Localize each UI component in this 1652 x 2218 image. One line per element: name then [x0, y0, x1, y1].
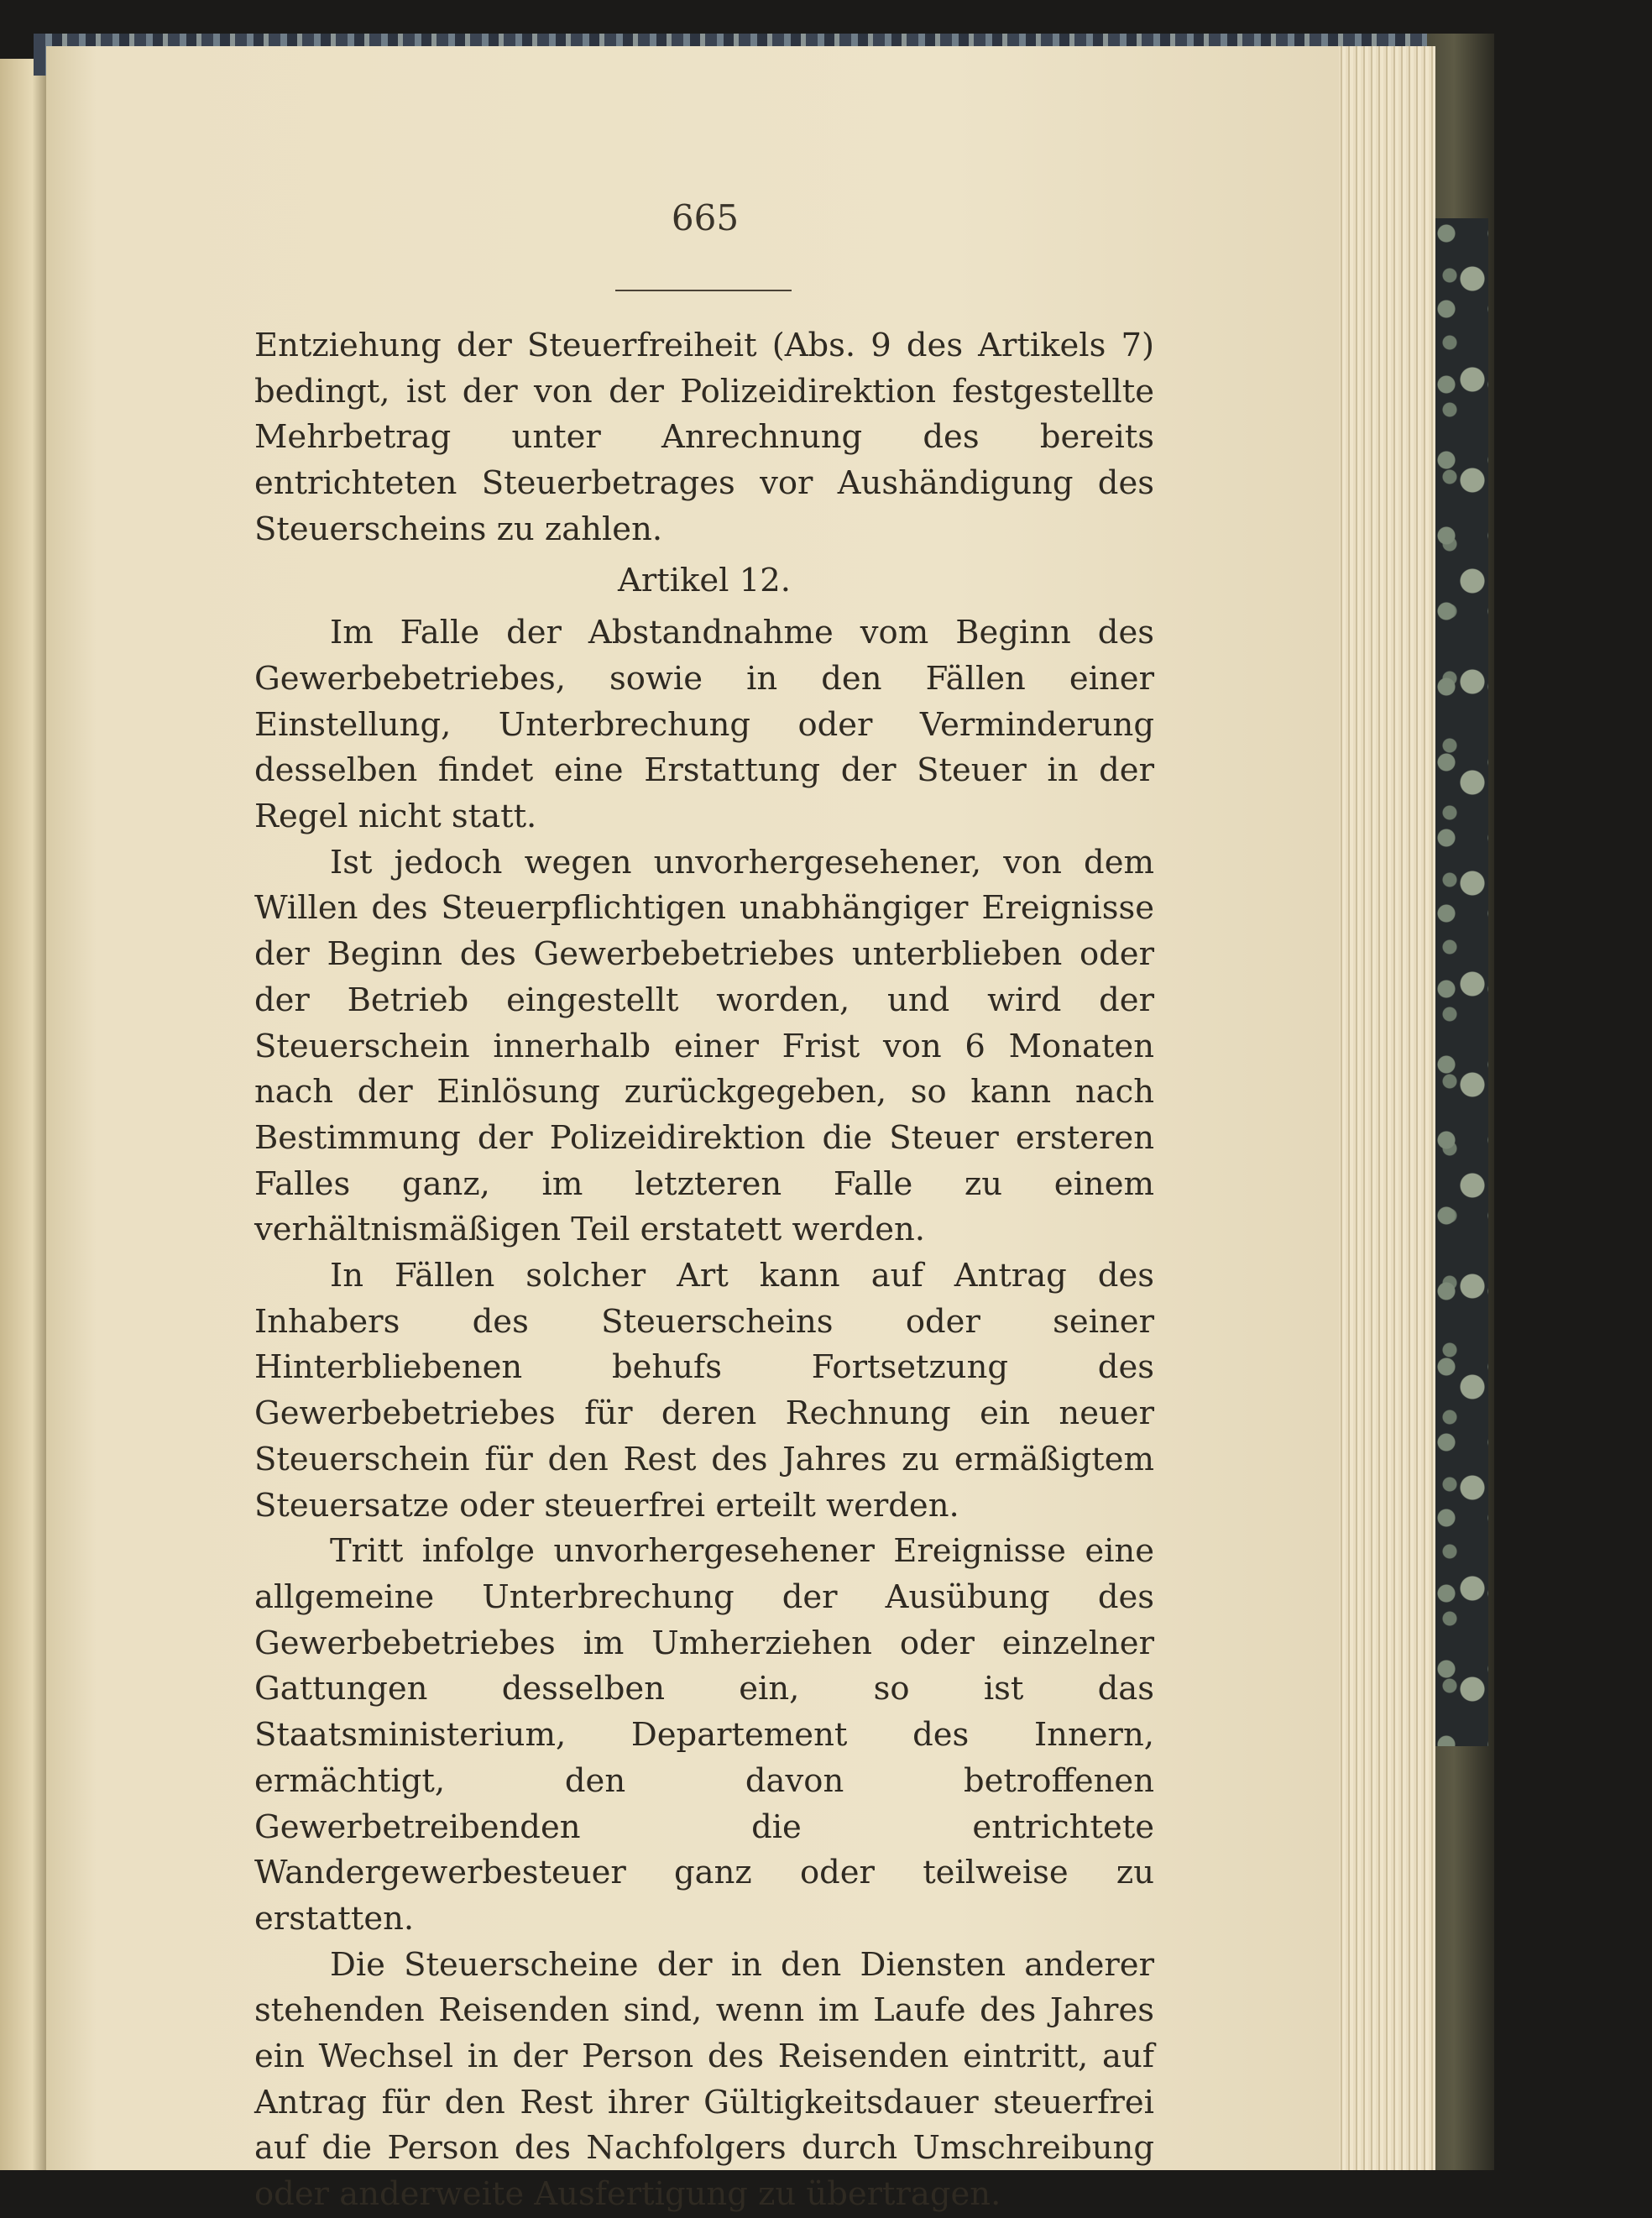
previous-page-edge: [0, 59, 46, 2170]
paragraph: In Fällen solcher Art kann auf Antrag des Inhabers des Steuerscheins oder seiner Hinterbliebenen behufs Fortsetzung des Gewerbebetriebes für deren Rechnung ein neuer Steuerschein für den Rest des Jahres zu ermäßigtem Steuersatze oder steuerfrei erteilt werden.: [254, 1257, 1154, 1525]
paragraph: Ist jedoch wegen unvorhergesehener, von dem Willen des Steuerpflichtigen unabhängiger Ereignisse der Beginn des Gewerbebetriebes unterblieben oder der Betrieb eingestellt worden, und wird der Steuerschein innerhalb einer Frist von 6 Monaten nach der Einlösung zurückgegeben, so kann nach Bestimmung der Polizeidirektion die Steuer ersteren Falles ganz, im letzteren Falle zu einem verhältnismäßigen Teil erstatett werden.: [254, 843, 1154, 1249]
paragraph: Tritt infolge unvorhergesehener Ereignisse eine allgemeine Unterbrechung der Ausübung des Gewerbebetriebes im Umherziehen oder einzelner Gattungen desselben ein, so ist das Staatsministerium, Departement des Innern, ermächtigt, den davon betroffenen Gewerbetreibenden die entrichtete Wandergewerbesteuer ganz oder teilweise zu erstatten.: [254, 1532, 1154, 1938]
page-body: [254, 323, 1154, 2218]
paragraph-continued: Entziehung der Steuerfreiheit (Abs. 9 des Artikels 7) bedingt, ist der von der Polizeidirektion festgestellte Mehrbetrag unter Anrechnung des bereits entrichteten Steuerbetrages vor Aushändigung des Steuerscheins zu zahlen.: [254, 327, 1154, 548]
book-page: [46, 46, 1339, 2214]
paragraph: Im Falle der Abstandnahme vom Beginn des Gewerbebetriebes, sowie in den Fällen einer Einstellung, Unterbrechung oder Verminderung desselben findet eine Erstattung der Steuer in der Regel nicht statt.: [254, 614, 1154, 836]
page-edges: [1330, 46, 1435, 2170]
page-number-rule: [615, 290, 792, 291]
article-heading: Artikel 12.: [618, 561, 791, 599]
marbled-cover: [1431, 218, 1488, 1746]
page-number: 665: [671, 197, 740, 238]
paragraph: Die Steuerscheine der in den Diensten anderer stehenden Reisenden sind, wenn im Laufe des Jahres ein Wechsel in der Person des Reisenden eintritt, auf Antrag für den Rest ihrer Gültigkeitsdauer steuerfrei auf die Person des Nachfolgers durch Umschreibung oder anderweite Ausfertigung zu übertragen.: [254, 1945, 1154, 2214]
